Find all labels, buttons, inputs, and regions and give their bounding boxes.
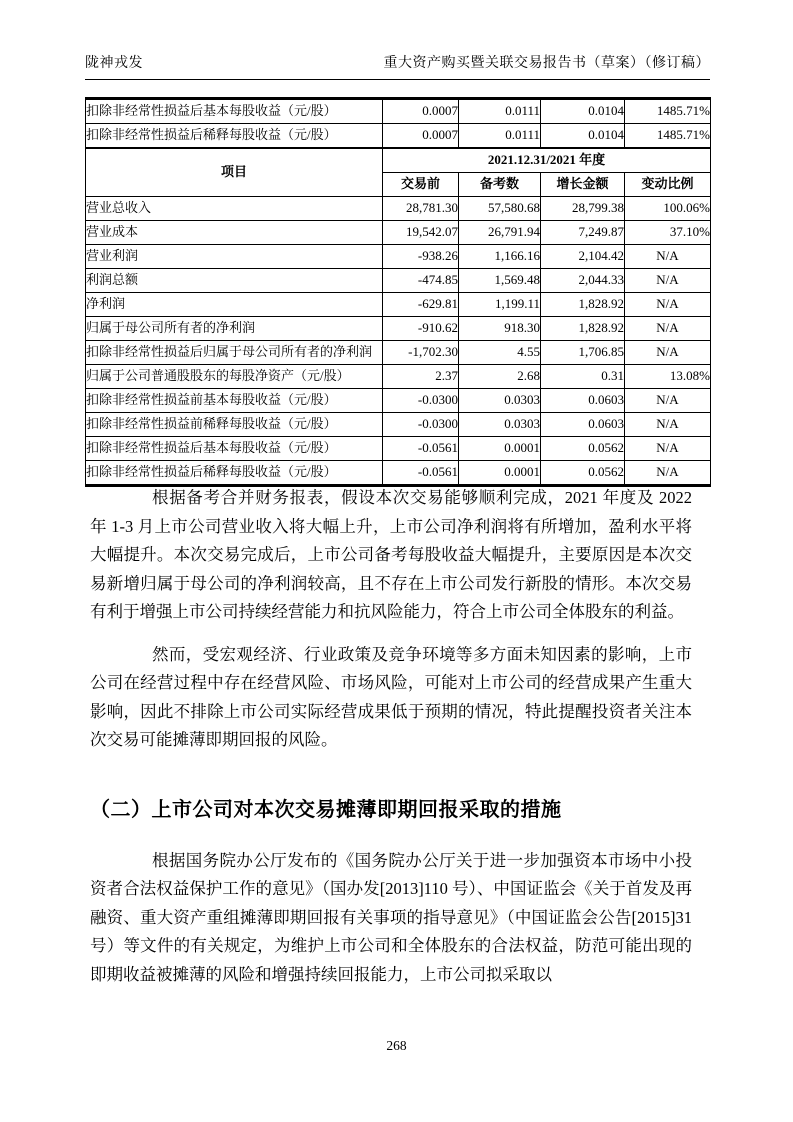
table-row xyxy=(86,461,711,486)
table-cell-value: -629.81 xyxy=(383,293,459,317)
table-cell-item: 营业总收入 xyxy=(86,197,383,221)
table-cell-value: 0.0562 xyxy=(541,437,625,461)
table-row xyxy=(86,269,711,293)
table-row xyxy=(86,389,711,413)
table-cell-item: 营业成本 xyxy=(86,221,383,245)
table-cell-value: 1,706.85 xyxy=(541,341,625,365)
table-cell-item: 净利润 xyxy=(86,293,383,317)
table-cell-value: N/A xyxy=(625,341,711,365)
table-row xyxy=(86,124,711,149)
table-header-col: 变动比例 xyxy=(625,173,711,197)
table-header-period: 2021.12.31/2021 年度 xyxy=(383,148,711,173)
page-footer xyxy=(0,1038,793,1054)
header-document-title: 重大资产购买暨关联交易报告书（草案）（修订稿） xyxy=(383,56,710,71)
table-cell-item: 利润总额 xyxy=(86,269,383,293)
table-cell-value: 0.0603 xyxy=(541,413,625,437)
paragraph-risk-reminder: 然而，受宏观经济、行业政策及竞争环境等多方面未知因素的影响，上市公司在经营过程中存在经营风险、市场风险，可能对上市公司的经营成果产生重大影响，因此不排除上市公司实际经营成果低于预期的情况，特此提醒投资者关注本次交易可能摊薄即期回报的风险。 xyxy=(90,644,692,749)
page-number: 268 xyxy=(386,1038,407,1053)
table-cell-value: 0.0603 xyxy=(541,389,625,413)
table-row xyxy=(86,365,711,389)
table-cell-value: -0.0561 xyxy=(383,461,459,486)
table-cell-value: 1,828.92 xyxy=(541,317,625,341)
table-cell-value: -910.62 xyxy=(383,317,459,341)
table-cell-value: N/A xyxy=(625,413,711,437)
table-cell-value: 2,104.42 xyxy=(541,245,625,269)
table-cell-value: N/A xyxy=(625,461,711,486)
page-header xyxy=(85,52,710,80)
table-cell-value: 0.0562 xyxy=(541,461,625,486)
table-header-item: 项目 xyxy=(86,148,383,197)
table-cell-value: 2.68 xyxy=(459,365,541,389)
table-cell-value: 1,828.92 xyxy=(541,293,625,317)
table-cell-value: -938.26 xyxy=(383,245,459,269)
table-cell-value: -0.0300 xyxy=(383,389,459,413)
table-row xyxy=(86,197,711,221)
table-cell-value: 13.08% xyxy=(625,365,711,389)
table-cell-value: 28,799.38 xyxy=(541,197,625,221)
table-cell-value: N/A xyxy=(625,317,711,341)
table-row xyxy=(86,341,711,365)
table-cell-value: 1,166.16 xyxy=(459,245,541,269)
table-cell-value: 918.30 xyxy=(459,317,541,341)
table-cell-value: -0.0561 xyxy=(383,437,459,461)
table-cell-value: 0.0104 xyxy=(541,99,625,124)
table-cell-item: 归属于公司普通股股东的每股净资产（元/股） xyxy=(86,365,383,389)
table-cell-value: 19,542.07 xyxy=(383,221,459,245)
table-cell-value: N/A xyxy=(625,269,711,293)
table-cell-value: 26,791.94 xyxy=(459,221,541,245)
table-cell-value: N/A xyxy=(625,389,711,413)
table-cell-value: 28,781.30 xyxy=(383,197,459,221)
table-cell-item: 扣除非经常性损益后稀释每股收益（元/股） xyxy=(86,124,383,149)
table-header-col: 备考数 xyxy=(459,173,541,197)
paragraph-pro-forma-analysis: 根据备考合并财务报表，假设本次交易能够顺利完成，2021 年度及 2022 年 1-3 月上市公司营业收入将大幅上升，上市公司净利润将有所增加，盈利水平将大幅提升。本次交易完成后，上市公司备考每股收益大幅提升，主要原因是本次交易新增归属于母公司的净利润较高，且不存在上市公司发行新股的情形。本次交易有利于增强上市公司持续经营能力和抗风险能力，符合上市公司全体股东的利益。 xyxy=(90,488,692,621)
table-cell-value: 57,580.68 xyxy=(459,197,541,221)
table-cell-value: N/A xyxy=(625,437,711,461)
table-cell-value: -0.0300 xyxy=(383,413,459,437)
table-cell-value: 1485.71% xyxy=(625,99,711,124)
table-cell-item: 扣除非经常性损益后基本每股收益（元/股） xyxy=(86,99,383,124)
table-row xyxy=(86,413,711,437)
table-cell-value: 37.10% xyxy=(625,221,711,245)
section-heading: （二）上市公司对本次交易摊薄即期回报采取的措施 xyxy=(90,798,562,821)
table-cell-value: 0.0303 xyxy=(459,413,541,437)
table-cell-value: 0.0007 xyxy=(383,124,459,149)
table-cell-value: 4.55 xyxy=(459,341,541,365)
table-cell-value: 0.0007 xyxy=(383,99,459,124)
table-cell-item: 扣除非经常性损益前基本每股收益（元/股） xyxy=(86,389,383,413)
table-cell-value: 0.0111 xyxy=(459,99,541,124)
table-cell-item: 扣除非经常性损益后稀释每股收益（元/股） xyxy=(86,461,383,486)
table-cell-value: 0.0001 xyxy=(459,461,541,486)
paragraph-measures-intro: 根据国务院办公厅发布的《国务院办公厅关于进一步加强资本市场中小投资者合法权益保护工作的意见》（国办发[2013]110 号）、中国证监会《关于首发及再融资、重大资产重组摊薄即期回报有关事项的指导意见》（中国证监会公告[2015]31 号）等文件的有关规定，为维护上市公司和全体股东的合法权益，防范可能出现的即期收益被摊薄的风险和增强持续回报能力，上市公司拟采取以 xyxy=(90,850,692,984)
table-cell-item: 扣除非经常性损益后归属于母公司所有者的净利润 xyxy=(86,341,383,365)
table-cell-value: 1,569.48 xyxy=(459,269,541,293)
table-cell-value: 0.0001 xyxy=(459,437,541,461)
table-cell-item: 扣除非经常性损益前稀释每股收益（元/股） xyxy=(86,413,383,437)
table-cell-item: 归属于母公司所有者的净利润 xyxy=(86,317,383,341)
financial-comparison-table xyxy=(85,97,711,487)
table-row xyxy=(86,293,711,317)
table-header-col: 交易前 xyxy=(383,173,459,197)
table-header-row xyxy=(86,148,711,173)
table-cell-value: N/A xyxy=(625,293,711,317)
table-row xyxy=(86,99,711,124)
table-row xyxy=(86,245,711,269)
table-cell-value: 7,249.87 xyxy=(541,221,625,245)
table-cell-value: 100.06% xyxy=(625,197,711,221)
table-header-col: 增长金额 xyxy=(541,173,625,197)
table-cell-value: 0.0303 xyxy=(459,389,541,413)
table-row xyxy=(86,221,711,245)
header-company-name: 陇神戎发 xyxy=(85,56,143,71)
table-cell-value: 0.31 xyxy=(541,365,625,389)
table-cell-value: 2.37 xyxy=(383,365,459,389)
body-text xyxy=(90,484,692,989)
table-cell-item: 营业利润 xyxy=(86,245,383,269)
table-row xyxy=(86,317,711,341)
table-cell-value: 1,199.11 xyxy=(459,293,541,317)
table-cell-value: 0.0104 xyxy=(541,124,625,149)
table-cell-value: 1485.71% xyxy=(625,124,711,149)
table-cell-value: -474.85 xyxy=(383,269,459,293)
table-cell-value: 2,044.33 xyxy=(541,269,625,293)
table-cell-item: 扣除非经常性损益后基本每股收益（元/股） xyxy=(86,437,383,461)
table-cell-value: 0.0111 xyxy=(459,124,541,149)
table-row xyxy=(86,437,711,461)
table-cell-value: N/A xyxy=(625,245,711,269)
table-cell-value: -1,702.30 xyxy=(383,341,459,365)
